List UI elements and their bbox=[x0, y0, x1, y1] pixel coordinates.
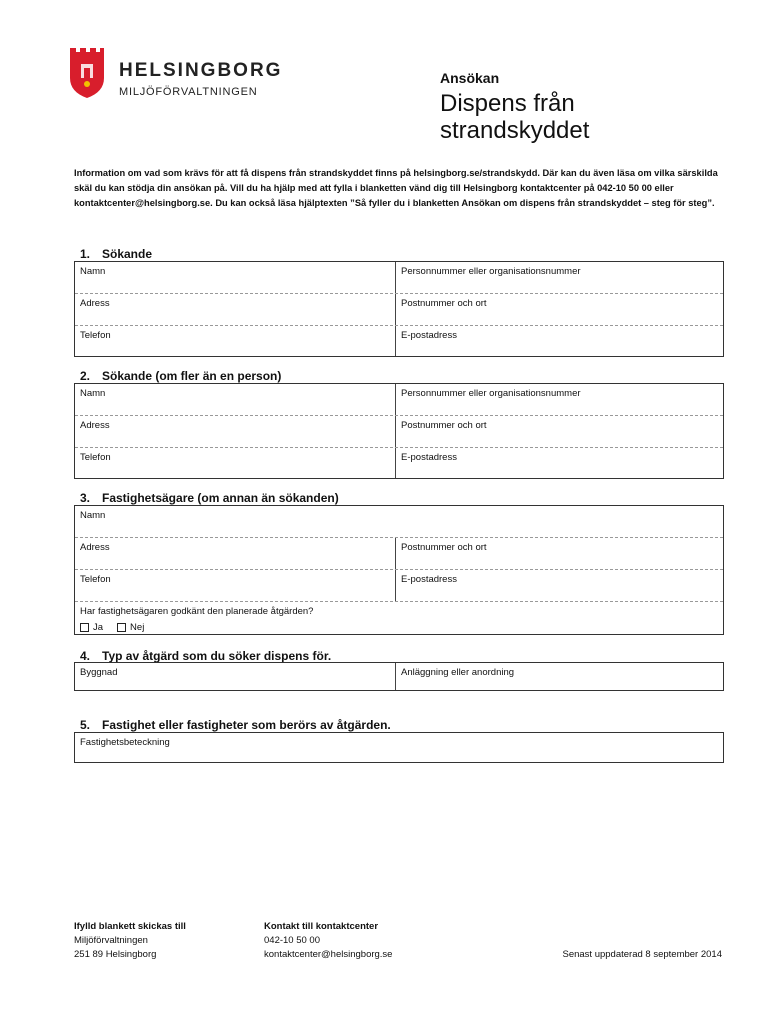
facility-field[interactable]: Anläggning eller anordning bbox=[401, 667, 515, 678]
form-row bbox=[75, 663, 723, 690]
approval-options bbox=[80, 622, 718, 633]
form-row bbox=[75, 262, 723, 294]
form-row bbox=[75, 326, 723, 356]
email-field[interactable]: E-postadress bbox=[401, 330, 457, 341]
checkbox-yes[interactable] bbox=[80, 623, 89, 632]
address-field[interactable]: Adress bbox=[75, 538, 396, 569]
document-title: Dispens från strandskyddet bbox=[440, 90, 590, 144]
document-kicker: Ansökan bbox=[440, 70, 500, 86]
section-2-title: 2. Sökande (om fler än en person) bbox=[80, 369, 282, 383]
footer-send-heading: Ifylld blankett skickas till bbox=[74, 921, 186, 932]
email-field[interactable]: E-postadress bbox=[401, 452, 457, 463]
address-field[interactable]: Adress bbox=[75, 416, 396, 447]
form-row bbox=[75, 538, 723, 570]
form-row bbox=[75, 416, 723, 448]
footer-send-to bbox=[74, 920, 186, 962]
checkbox-yes-label: Ja bbox=[93, 622, 104, 633]
footer-contact bbox=[264, 920, 392, 962]
section-5-form bbox=[74, 732, 724, 763]
personal-number-field[interactable]: Personnummer eller organisationsnummer bbox=[401, 266, 581, 277]
footer-contact-heading: Kontakt till kontaktcenter bbox=[264, 921, 379, 932]
section-4-title: 4. Typ av åtgärd som du söker dispens för. bbox=[80, 649, 332, 663]
name-field[interactable]: Namn bbox=[75, 262, 396, 293]
phone-field[interactable]: Telefon bbox=[75, 570, 396, 601]
form-row bbox=[75, 448, 723, 478]
footer-send-line2: 251 89 Helsingborg bbox=[74, 949, 157, 960]
phone-field[interactable]: Telefon bbox=[75, 326, 396, 356]
name-field[interactable]: Namn bbox=[75, 384, 396, 415]
form-row bbox=[75, 506, 723, 538]
form-row bbox=[75, 733, 723, 762]
postal-code-field[interactable]: Postnummer och ort bbox=[401, 298, 487, 309]
section-2-form bbox=[74, 383, 724, 479]
footer-contact-phone: 042-10 50 00 bbox=[264, 935, 320, 946]
org-department: MILJÖFÖRVALTNINGEN bbox=[119, 86, 258, 98]
org-name: HELSINGBORG bbox=[119, 60, 283, 81]
footer-contact-email: kontaktcenter@helsingborg.se bbox=[264, 949, 393, 960]
personal-number-field[interactable]: Personnummer eller organisationsnummer bbox=[401, 388, 581, 399]
address-field[interactable]: Adress bbox=[75, 294, 396, 325]
section-5-title: 5. Fastighet eller fastigheter som berörs av åtgärden. bbox=[80, 718, 391, 732]
email-field[interactable]: E-postadress bbox=[401, 574, 457, 585]
section-1-title: 1. Sökande bbox=[80, 247, 153, 261]
owner-name-field[interactable]: Namn bbox=[80, 510, 106, 521]
postal-code-field[interactable]: Postnummer och ort bbox=[401, 542, 487, 553]
form-row bbox=[75, 294, 723, 326]
owner-approval-field bbox=[75, 602, 723, 634]
section-3-title: 3. Fastighetsägare (om annan än sökanden) bbox=[80, 491, 339, 505]
form-row bbox=[75, 570, 723, 602]
form-row bbox=[75, 602, 723, 634]
footer-updated: Senast uppdaterad 8 september 2014 bbox=[562, 949, 722, 960]
checkbox-no-label: Nej bbox=[130, 622, 145, 633]
checkbox-no[interactable] bbox=[117, 623, 126, 632]
postal-code-field[interactable]: Postnummer och ort bbox=[401, 420, 487, 431]
section-1-form bbox=[74, 261, 724, 357]
phone-field[interactable]: Telefon bbox=[75, 448, 396, 478]
section-3-form bbox=[74, 505, 724, 635]
intro-text: Information om vad som krävs för att få dispens från strandskyddet finns på helsingborg.se/strandskydd. Där kan du även läsa om vilka särskilda skäl du kan stödja din ansökan på. Vill du ha hjälp med att fylla i blanketten vänd dig till Helsingborg kontaktcenter på 042-10 50 00 eller kontaktcenter@helsingborg.se. Du kan också läsa hjälptexten ”Så fyller du i blanketten Ansökan om dispens från strandskyddet – steg för steg”. bbox=[74, 168, 718, 208]
section-4-form bbox=[74, 662, 724, 691]
footer-send-line1: Miljöförvaltningen bbox=[74, 935, 148, 946]
form-row bbox=[75, 384, 723, 416]
approval-yes-option[interactable] bbox=[80, 622, 103, 633]
city-crest-icon bbox=[68, 44, 106, 98]
building-field[interactable]: Byggnad bbox=[75, 663, 396, 690]
approval-no-option[interactable] bbox=[117, 622, 144, 633]
property-designation-field[interactable]: Fastighetsbeteckning bbox=[80, 737, 170, 748]
owner-approval-question: Har fastighetsägaren godkänt den planerade åtgärden? bbox=[80, 606, 314, 617]
